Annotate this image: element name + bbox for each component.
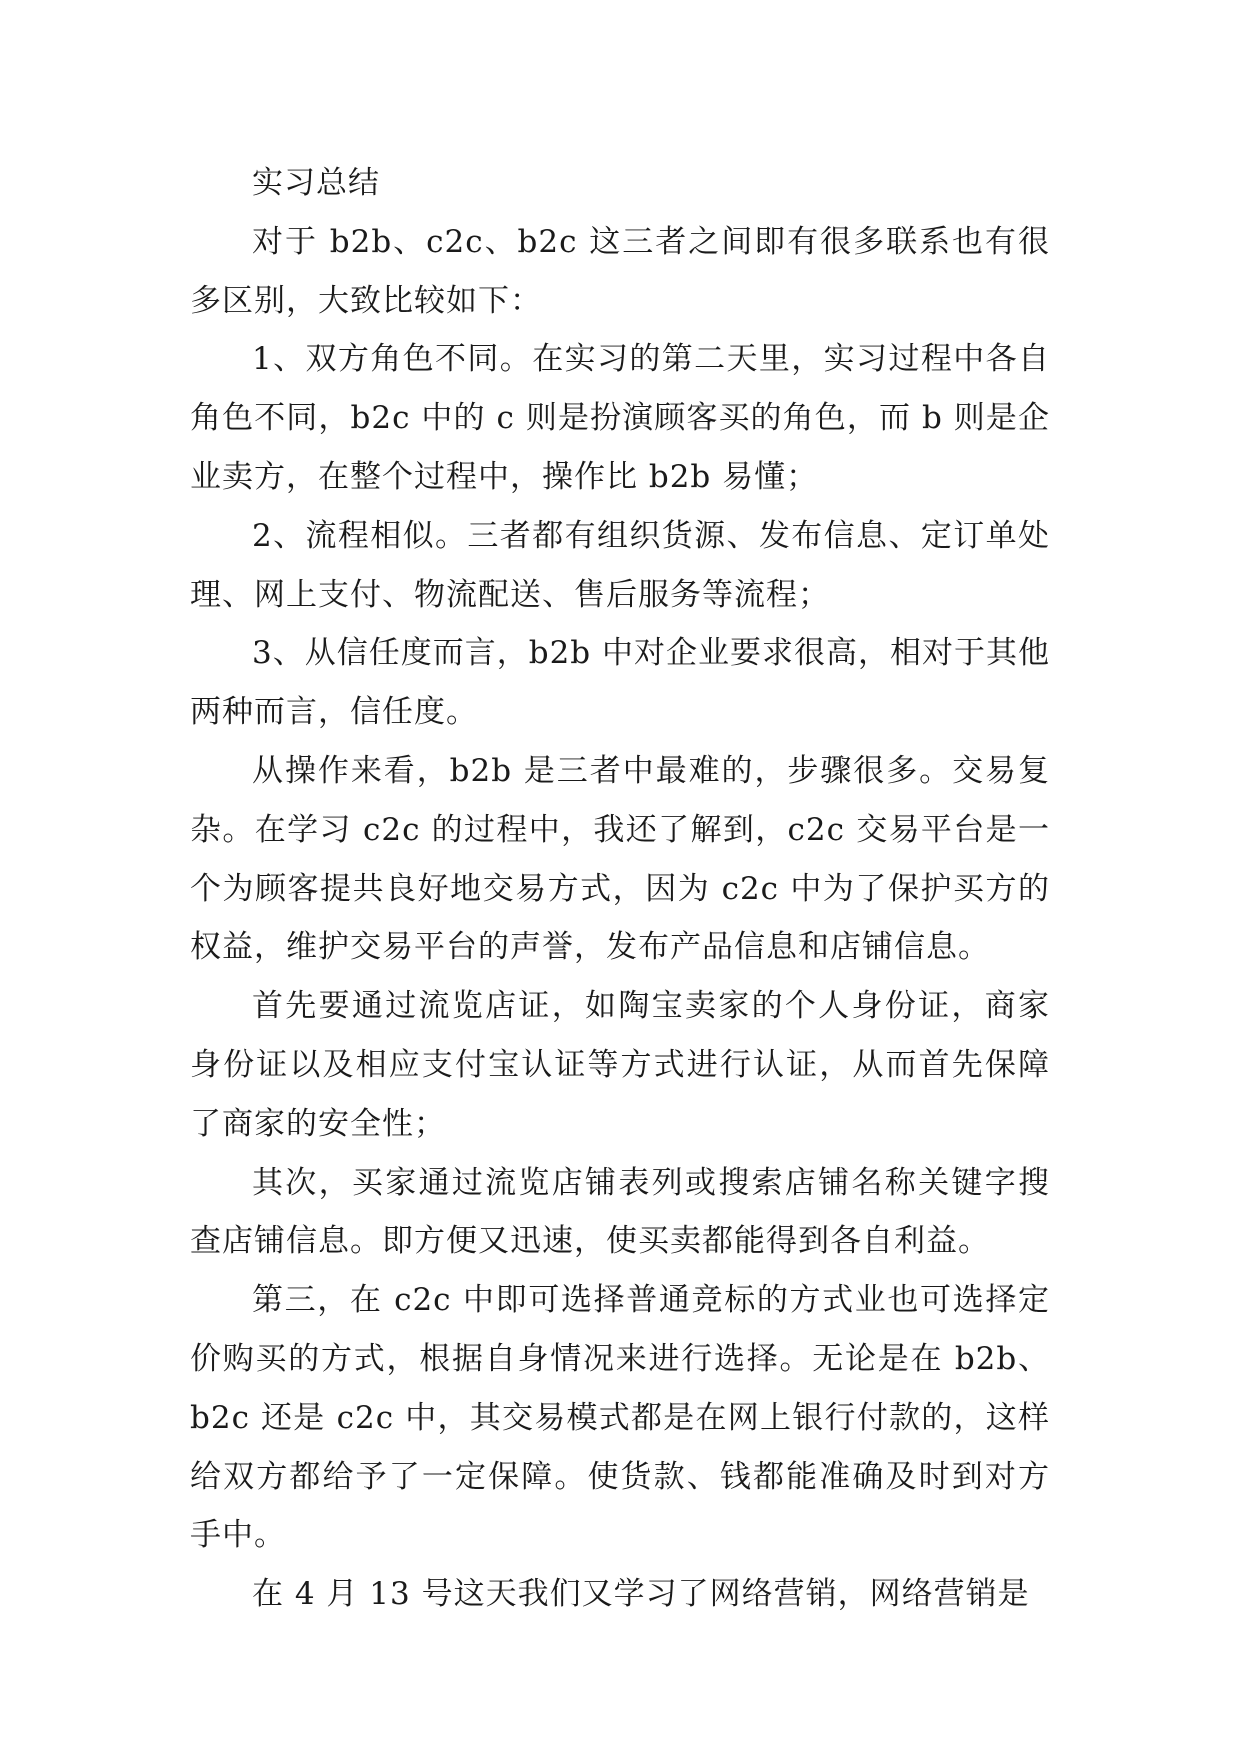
paragraph: 在 4 月 13 号这天我们又学习了网络营销，网络营销是 — [252, 1576, 1030, 1613]
paragraph: 从操作来看，b2b 是三者中最难的，步骤很多。交易复杂。在学习 c2c 的过程中，我还了解到，c2c 交易平台是一个为顾客提共良好地交易方式，因为 c2c 中为了保护买方的权益，维护交易平台的声誉，发布产品信息和店铺信息。 — [190, 752, 1050, 966]
paragraph: 对于 b2b、c2c、b2c 这三者之间即有很多联系也有很多区别，大致比较如下： — [190, 223, 1050, 319]
paragraph: 1、双方角色不同。在实习的第二天里，实习过程中各自角色不同，b2c 中的 c 则是扮演顾客买的角色，而 b 则是企业卖方，在整个过程中，操作比 b2b 易懂； — [190, 341, 1050, 495]
paragraph: 3、从信任度而言，b2b 中对企业要求很高，相对于其他两种而言，信任度。 — [190, 635, 1050, 731]
paragraph: 2、流程相似。三者都有组织货源、发布信息、定订单处理、网上支付、物流配送、售后服务等流程； — [190, 517, 1050, 613]
document-title: 实习总结 — [252, 165, 380, 201]
paragraph: 第三，在 c2c 中即可选择普通竞标的方式业也可选择定价购买的方式，根据自身情况来进行选择。无论是在 b2b、b2c 还是 c2c 中，其交易模式都是在网上银行付款的，这样给双方都给予了一定保障。使货款、钱都能准确及时到对方手中。 — [190, 1282, 1050, 1554]
paragraph: 首先要通过流览店证，如陶宝卖家的个人身份证，商家身份证以及相应支付宝认证等方式进行认证，从而首先保障了商家的安全性； — [190, 988, 1050, 1142]
paragraph: 其次，买家通过流览店铺表列或搜索店铺名称关键字搜查店铺信息。即方便又迅速，使买卖都能得到各自利益。 — [190, 1164, 1050, 1260]
document-body — [190, 154, 1050, 1624]
